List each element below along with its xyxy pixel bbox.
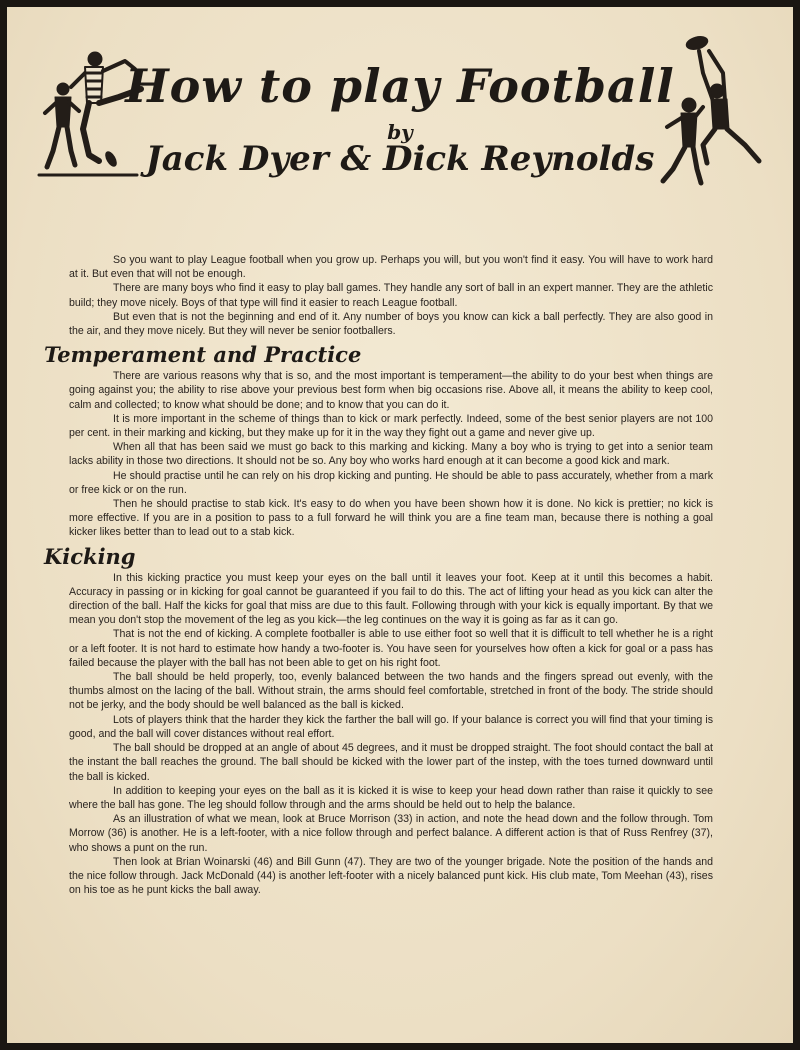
paragraph: The ball should be held properly, too, evenly balanced between the two hands and the fingers spread out evenly, with the thumbs almost on the lacing of the ball. Without strain, the arms should feel comfortable, stretched in front of the body. The stride should not be jerky, and the body should be well balanced as the ball is kicked. (69, 671, 713, 712)
paragraph: There are various reasons why that is so, and the most important is temperament—the ability to do your best when things are going against you; the ability to rise above your previous best form when big occasions rise. Above all, it means the ability to keep cool, calm and collected; to know what should be done; and to know that you can do it. (69, 370, 713, 411)
paragraph: As an illustration of what we mean, look at Bruce Morrison (33) in action, and note the head down and the follow through. Tom Morrow (36) is another. He is a left-footer, with a nice follow through and perfect balance. A different action is that of Russ Renfrey (37), who shows a punt on the run. (69, 813, 713, 854)
section-heading-kicking: Kicking (44, 543, 136, 569)
paragraph: When all that has been said we must go back to this marking and kicking. Many a boy who is trying to get into a senior team lacks ability in those two directions. It should not be so. Any boy who works hard enough at it can become a good kick and mark. (69, 441, 713, 468)
article-title: How to play Football (125, 59, 675, 113)
paragraph: Then look at Brian Woinarski (46) and Bill Gunn (47). They are two of the younger brigade. Note the position of the hands and the nice follow through. Jack McDonald (44) is another left-footer with a nicely balanced punt kick. His club mate, Tom Meehan (43), rises on his toe as he punt kicks the ball away. (69, 855, 713, 897)
paragraph: In addition to keeping your eyes on the ball as it is kicked it is wise to keep your head down rather than raise it quickly to see where the ball has gone. The leg should follow through and the arms should be held out to help the balance. (69, 784, 713, 811)
paragraph: He should practise until he can rely on his drop kicking and punting. He should be able to pass accurately, whether from a mark or free kick or on the run. (69, 469, 713, 496)
paragraph: Lots of players think that the harder they kick the farther the ball will go. If your balance is correct you will find that your timing is good, and the ball will cover distances without real effort. (69, 713, 713, 740)
by-line: by (387, 120, 413, 144)
paragraph: That is not the end of kicking. A complete footballer is able to use either foot so well that it is difficult to tell whether he is a right or a left footer. It is not hard to estimate how handy a two-footer is. You have seen for yourselves how often a kick for goal or a pass has failed because the player with the ball has not been able to get on his right foot. (69, 628, 713, 669)
paragraph: The ball should be dropped at an angle of about 45 degrees, and it must be dropped straight. The foot should contact the ball at the instant the ball reaches the ground. The ball should be kicked with the lower part of the instep, with the toes turned downward until the ball is kicked. (69, 742, 713, 783)
page (7, 7, 793, 1043)
paragraph: But even that is not the beginning and end of it. Any number of boys you know can kick a ball perfectly. They are also good in the air, and they move nicely. But they will never be senior footballers. (69, 310, 713, 338)
authors: Jack Dyer & Dick Reynolds (145, 139, 655, 179)
paragraph: In this kicking practice you must keep your eyes on the ball until it leaves your foot. Keep at it until this becomes a habit. Accuracy in passing or in kicking for goal cannot be guaranteed if you fail to do this. The act of lifting your head as you kick can alter the direction of the ball. Half the kicks for goal that miss are due to this fault. Following through with your kick is equally important. By that we mean you don't stop the movement of the leg as you kick—the leg continues on the way it is going as far as it can go. (69, 571, 713, 627)
paragraph: There are many boys who find it easy to play ball games. They handle any sort of ball in an expert manner. They are the athletic build; they move nicely. Boys of that type will find it easier to reach League football. (69, 282, 713, 309)
section-heading-temperament: Temperament and Practice (44, 342, 362, 368)
paragraph: So you want to play League football when you grow up. Perhaps you will, but you won't find it easy. You will have to work hard at it. But even that will not be enough. (69, 254, 713, 281)
paragraph: It is more important in the scheme of things than to kick or mark perfectly. Indeed, some of the best senior players are not 100 per cent. in their marking and kicking, but they make up for it in the way they fight out a game and never give up. (69, 412, 713, 440)
article-body (44, 253, 713, 897)
paragraph: Then he should practise to stab kick. It's easy to do when you have been shown how it is done. No kick is prettier; no kick is more effective. If you are in a position to pass to a full forward he will think you are a fine team man, because there is nothing a goal kicker likes better than to lead out to a stab kick. (69, 498, 713, 539)
